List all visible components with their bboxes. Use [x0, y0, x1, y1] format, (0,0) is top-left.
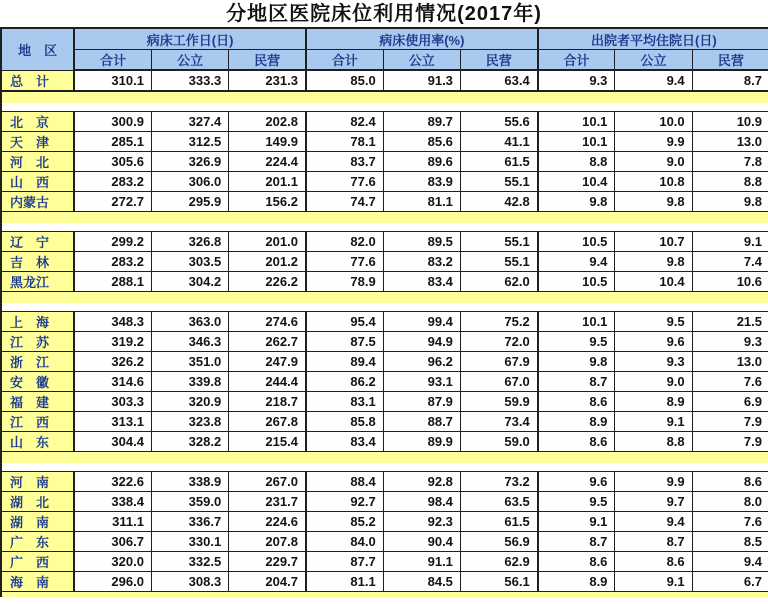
- value-cell: 7.9: [692, 412, 768, 432]
- separator-white-band: [2, 223, 768, 231]
- value-cell: 10.6: [692, 272, 768, 292]
- table-row: [1, 412, 768, 432]
- value-cell: 312.5: [151, 132, 228, 152]
- value-cell: 83.7: [306, 152, 383, 172]
- value-cell: 89.7: [383, 112, 460, 132]
- value-cell: 338.9: [151, 472, 228, 492]
- value-cell: 85.0: [306, 70, 383, 91]
- sub-header-total: 合计: [306, 50, 383, 71]
- value-cell: 10.5: [538, 232, 615, 252]
- value-cell: 98.4: [383, 492, 460, 512]
- value-cell: 74.7: [306, 192, 383, 212]
- value-cell: 81.1: [306, 572, 383, 592]
- group-separator-row: [1, 452, 768, 472]
- value-cell: 9.1: [615, 412, 692, 432]
- value-cell: 9.8: [538, 352, 615, 372]
- table-row: [1, 552, 768, 572]
- value-cell: 306.7: [74, 532, 151, 552]
- separator-white-band: [2, 463, 768, 471]
- table-row: [1, 112, 768, 132]
- value-cell: 283.2: [74, 252, 151, 272]
- group-header-avg-stay: 出院者平均住院日(日): [538, 28, 768, 50]
- value-cell: 13.0: [692, 352, 768, 372]
- value-cell: 9.9: [615, 132, 692, 152]
- table-row: [1, 312, 768, 332]
- value-cell: 9.8: [615, 192, 692, 212]
- region-cell: 河 北: [1, 152, 74, 172]
- separator-yellow-band: [2, 452, 768, 463]
- group-separator-cell: [1, 91, 768, 112]
- value-cell: 285.1: [74, 132, 151, 152]
- value-cell: 6.7: [692, 572, 768, 592]
- value-cell: 9.5: [538, 492, 615, 512]
- value-cell: 296.0: [74, 572, 151, 592]
- group-header-row: [1, 28, 768, 50]
- value-cell: 92.3: [383, 512, 460, 532]
- value-cell: 78.1: [306, 132, 383, 152]
- separator-white-band: [2, 303, 768, 311]
- value-cell: 89.6: [383, 152, 460, 172]
- table-row: [1, 392, 768, 412]
- value-cell: 299.2: [74, 232, 151, 252]
- value-cell: 320.9: [151, 392, 228, 412]
- value-cell: 10.7: [615, 232, 692, 252]
- region-cell: 上 海: [1, 312, 74, 332]
- value-cell: 73.4: [460, 412, 537, 432]
- table-row: [1, 472, 768, 492]
- value-cell: 85.8: [306, 412, 383, 432]
- value-cell: 8.0: [692, 492, 768, 512]
- value-cell: 55.1: [460, 172, 537, 192]
- region-cell: 湖 南: [1, 512, 74, 532]
- value-cell: 10.1: [538, 112, 615, 132]
- value-cell: 9.6: [538, 472, 615, 492]
- table-row: [1, 172, 768, 192]
- table-row: [1, 70, 768, 91]
- value-cell: 306.0: [151, 172, 228, 192]
- value-cell: 149.9: [229, 132, 306, 152]
- separator-yellow-band: [2, 292, 768, 303]
- value-cell: 62.9: [460, 552, 537, 572]
- value-cell: 42.8: [460, 192, 537, 212]
- value-cell: 63.4: [460, 70, 537, 91]
- value-cell: 231.3: [229, 70, 306, 91]
- value-cell: 91.1: [383, 552, 460, 572]
- sub-header-public: 公立: [151, 50, 228, 71]
- value-cell: 9.0: [615, 152, 692, 172]
- region-header-cell: 地 区: [1, 28, 74, 70]
- region-cell: 黑龙江: [1, 272, 74, 292]
- value-cell: 326.2: [74, 352, 151, 372]
- value-cell: 10.1: [538, 132, 615, 152]
- value-cell: 267.8: [229, 412, 306, 432]
- value-cell: 272.7: [74, 192, 151, 212]
- group-header-occupancy-rate: 病床使用率(%): [306, 28, 538, 50]
- value-cell: 339.8: [151, 372, 228, 392]
- value-cell: 8.6: [538, 552, 615, 572]
- separator-yellow-band: [2, 92, 768, 103]
- value-cell: 244.4: [229, 372, 306, 392]
- region-cell: 山 西: [1, 172, 74, 192]
- sub-header-row: [1, 50, 768, 71]
- value-cell: 326.9: [151, 152, 228, 172]
- table-row: [1, 272, 768, 292]
- value-cell: 8.7: [538, 372, 615, 392]
- value-cell: 41.1: [460, 132, 537, 152]
- value-cell: 9.1: [615, 572, 692, 592]
- table-row: [1, 232, 768, 252]
- value-cell: 10.4: [538, 172, 615, 192]
- region-cell: 广 西: [1, 552, 74, 572]
- value-cell: 13.0: [692, 132, 768, 152]
- value-cell: 59.0: [460, 432, 537, 452]
- value-cell: 319.2: [74, 332, 151, 352]
- region-cell: 山 东: [1, 432, 74, 452]
- region-cell: 北 京: [1, 112, 74, 132]
- value-cell: 85.2: [306, 512, 383, 532]
- value-cell: 9.3: [692, 332, 768, 352]
- value-cell: 6.9: [692, 392, 768, 412]
- separator-yellow-band: [2, 212, 768, 223]
- value-cell: 82.4: [306, 112, 383, 132]
- value-cell: 89.9: [383, 432, 460, 452]
- value-cell: 8.8: [538, 152, 615, 172]
- value-cell: 9.1: [692, 232, 768, 252]
- value-cell: 226.2: [229, 272, 306, 292]
- value-cell: 156.2: [229, 192, 306, 212]
- value-cell: 295.9: [151, 192, 228, 212]
- value-cell: 89.4: [306, 352, 383, 372]
- value-cell: 61.5: [460, 512, 537, 532]
- value-cell: 201.1: [229, 172, 306, 192]
- value-cell: 67.0: [460, 372, 537, 392]
- value-cell: 81.1: [383, 192, 460, 212]
- value-cell: 55.1: [460, 232, 537, 252]
- value-cell: 310.1: [74, 70, 151, 91]
- value-cell: 83.9: [383, 172, 460, 192]
- value-cell: 9.8: [538, 192, 615, 212]
- sub-header-private: 民营: [229, 50, 306, 71]
- value-cell: 73.2: [460, 472, 537, 492]
- value-cell: 229.7: [229, 552, 306, 572]
- value-cell: 85.6: [383, 132, 460, 152]
- value-cell: 83.2: [383, 252, 460, 272]
- sub-header-private: 民营: [460, 50, 537, 71]
- value-cell: 304.4: [74, 432, 151, 452]
- value-cell: 56.1: [460, 572, 537, 592]
- value-cell: 8.6: [692, 472, 768, 492]
- table-row: [1, 152, 768, 172]
- value-cell: 274.6: [229, 312, 306, 332]
- value-cell: 7.6: [692, 512, 768, 532]
- value-cell: 21.5: [692, 312, 768, 332]
- value-cell: 8.7: [615, 532, 692, 552]
- value-cell: 8.8: [615, 432, 692, 452]
- region-cell: 吉 林: [1, 252, 74, 272]
- value-cell: 201.0: [229, 232, 306, 252]
- table-body: [1, 70, 768, 597]
- region-cell: 河 南: [1, 472, 74, 492]
- value-cell: 83.4: [306, 432, 383, 452]
- value-cell: 7.6: [692, 372, 768, 392]
- value-cell: 9.9: [615, 472, 692, 492]
- value-cell: 10.5: [538, 272, 615, 292]
- group-separator-row: [1, 292, 768, 312]
- value-cell: 326.8: [151, 232, 228, 252]
- value-cell: 82.0: [306, 232, 383, 252]
- value-cell: 92.8: [383, 472, 460, 492]
- value-cell: 224.4: [229, 152, 306, 172]
- value-cell: 8.7: [692, 70, 768, 91]
- value-cell: 67.9: [460, 352, 537, 372]
- group-separator-cell: [1, 292, 768, 312]
- value-cell: 9.0: [615, 372, 692, 392]
- value-cell: 10.8: [615, 172, 692, 192]
- value-cell: 92.7: [306, 492, 383, 512]
- value-cell: 267.0: [229, 472, 306, 492]
- group-separator-row: [1, 212, 768, 232]
- value-cell: 10.9: [692, 112, 768, 132]
- value-cell: 9.5: [538, 332, 615, 352]
- bottom-strip-cell: [1, 592, 768, 598]
- value-cell: 363.0: [151, 312, 228, 332]
- value-cell: 204.7: [229, 572, 306, 592]
- value-cell: 84.0: [306, 532, 383, 552]
- region-cell: 辽 宁: [1, 232, 74, 252]
- sub-header-total: 合计: [538, 50, 615, 71]
- value-cell: 87.7: [306, 552, 383, 572]
- value-cell: 75.2: [460, 312, 537, 332]
- value-cell: 8.6: [538, 432, 615, 452]
- title-bar: [0, 0, 768, 27]
- value-cell: 9.6: [615, 332, 692, 352]
- value-cell: 201.2: [229, 252, 306, 272]
- value-cell: 9.4: [692, 552, 768, 572]
- value-cell: 55.6: [460, 112, 537, 132]
- table-row: [1, 252, 768, 272]
- sub-header-total: 合计: [74, 50, 151, 71]
- value-cell: 303.5: [151, 252, 228, 272]
- value-cell: 9.4: [615, 70, 692, 91]
- value-cell: 224.6: [229, 512, 306, 532]
- value-cell: 95.4: [306, 312, 383, 332]
- group-separator-row: [1, 91, 768, 112]
- value-cell: 303.3: [74, 392, 151, 412]
- value-cell: 94.9: [383, 332, 460, 352]
- value-cell: 8.6: [615, 552, 692, 572]
- value-cell: 87.5: [306, 332, 383, 352]
- value-cell: 59.9: [460, 392, 537, 412]
- value-cell: 72.0: [460, 332, 537, 352]
- value-cell: 9.7: [615, 492, 692, 512]
- table-row: [1, 332, 768, 352]
- value-cell: 8.6: [538, 392, 615, 412]
- value-cell: 10.0: [615, 112, 692, 132]
- value-cell: 77.6: [306, 172, 383, 192]
- table-row: [1, 532, 768, 552]
- value-cell: 88.4: [306, 472, 383, 492]
- value-cell: 61.5: [460, 152, 537, 172]
- region-cell: 海 南: [1, 572, 74, 592]
- separator-white-band: [2, 103, 768, 111]
- value-cell: 8.7: [538, 532, 615, 552]
- value-cell: 9.8: [692, 192, 768, 212]
- value-cell: 89.5: [383, 232, 460, 252]
- value-cell: 9.3: [538, 70, 615, 91]
- value-cell: 323.8: [151, 412, 228, 432]
- value-cell: 87.9: [383, 392, 460, 412]
- value-cell: 55.1: [460, 252, 537, 272]
- region-cell: 福 建: [1, 392, 74, 412]
- table-row: [1, 132, 768, 152]
- value-cell: 336.7: [151, 512, 228, 532]
- value-cell: 8.9: [615, 392, 692, 412]
- value-cell: 288.1: [74, 272, 151, 292]
- value-cell: 10.1: [538, 312, 615, 332]
- value-cell: 99.4: [383, 312, 460, 332]
- value-cell: 7.8: [692, 152, 768, 172]
- value-cell: 305.6: [74, 152, 151, 172]
- region-cell: 天 津: [1, 132, 74, 152]
- table-row: [1, 432, 768, 452]
- group-separator-cell: [1, 452, 768, 472]
- group-separator-cell: [1, 212, 768, 232]
- value-cell: 96.2: [383, 352, 460, 372]
- value-cell: 202.8: [229, 112, 306, 132]
- value-cell: 7.4: [692, 252, 768, 272]
- value-cell: 8.5: [692, 532, 768, 552]
- region-cell: 安 徽: [1, 372, 74, 392]
- bed-utilization-table: [0, 27, 768, 597]
- table-row: [1, 572, 768, 592]
- value-cell: 300.9: [74, 112, 151, 132]
- value-cell: 83.4: [383, 272, 460, 292]
- value-cell: 314.6: [74, 372, 151, 392]
- value-cell: 231.7: [229, 492, 306, 512]
- value-cell: 56.9: [460, 532, 537, 552]
- value-cell: 327.4: [151, 112, 228, 132]
- table-header: [1, 28, 768, 70]
- value-cell: 308.3: [151, 572, 228, 592]
- table-row: [1, 492, 768, 512]
- value-cell: 218.7: [229, 392, 306, 412]
- value-cell: 322.6: [74, 472, 151, 492]
- value-cell: 86.2: [306, 372, 383, 392]
- value-cell: 283.2: [74, 172, 151, 192]
- table-row: [1, 512, 768, 532]
- value-cell: 8.9: [538, 572, 615, 592]
- value-cell: 215.4: [229, 432, 306, 452]
- sub-header-public: 公立: [615, 50, 692, 71]
- region-cell: 江 西: [1, 412, 74, 432]
- value-cell: 332.5: [151, 552, 228, 572]
- value-cell: 9.4: [538, 252, 615, 272]
- value-cell: 91.3: [383, 70, 460, 91]
- value-cell: 338.4: [74, 492, 151, 512]
- value-cell: 247.9: [229, 352, 306, 372]
- region-cell: 湖 北: [1, 492, 74, 512]
- value-cell: 10.4: [615, 272, 692, 292]
- value-cell: 311.1: [74, 512, 151, 532]
- value-cell: 7.9: [692, 432, 768, 452]
- value-cell: 351.0: [151, 352, 228, 372]
- value-cell: 348.3: [74, 312, 151, 332]
- value-cell: 333.3: [151, 70, 228, 91]
- value-cell: 83.1: [306, 392, 383, 412]
- value-cell: 9.8: [615, 252, 692, 272]
- value-cell: 330.1: [151, 532, 228, 552]
- region-cell: 浙 江: [1, 352, 74, 372]
- value-cell: 304.2: [151, 272, 228, 292]
- region-cell: 广 东: [1, 532, 74, 552]
- value-cell: 78.9: [306, 272, 383, 292]
- sub-header-public: 公立: [383, 50, 460, 71]
- value-cell: 90.4: [383, 532, 460, 552]
- bottom-yellow-strip: [1, 592, 768, 598]
- value-cell: 359.0: [151, 492, 228, 512]
- value-cell: 262.7: [229, 332, 306, 352]
- region-cell: 内蒙古: [1, 192, 74, 212]
- value-cell: 77.6: [306, 252, 383, 272]
- value-cell: 9.5: [615, 312, 692, 332]
- value-cell: 63.5: [460, 492, 537, 512]
- value-cell: 328.2: [151, 432, 228, 452]
- sub-header-private: 民营: [692, 50, 768, 71]
- value-cell: 8.8: [692, 172, 768, 192]
- page-title: 分地区医院床位利用情况(2017年): [226, 2, 542, 25]
- value-cell: 93.1: [383, 372, 460, 392]
- value-cell: 62.0: [460, 272, 537, 292]
- value-cell: 9.4: [615, 512, 692, 532]
- region-cell: 总 计: [1, 70, 74, 91]
- value-cell: 88.7: [383, 412, 460, 432]
- table-row: [1, 352, 768, 372]
- value-cell: 320.0: [74, 552, 151, 572]
- value-cell: 9.1: [538, 512, 615, 532]
- region-cell: 江 苏: [1, 332, 74, 352]
- value-cell: 84.5: [383, 572, 460, 592]
- value-cell: 313.1: [74, 412, 151, 432]
- value-cell: 9.3: [615, 352, 692, 372]
- group-header-bed-workdays: 病床工作日(日): [74, 28, 306, 50]
- table-row: [1, 372, 768, 392]
- table-row: [1, 192, 768, 212]
- value-cell: 346.3: [151, 332, 228, 352]
- value-cell: 207.8: [229, 532, 306, 552]
- value-cell: 8.9: [538, 412, 615, 432]
